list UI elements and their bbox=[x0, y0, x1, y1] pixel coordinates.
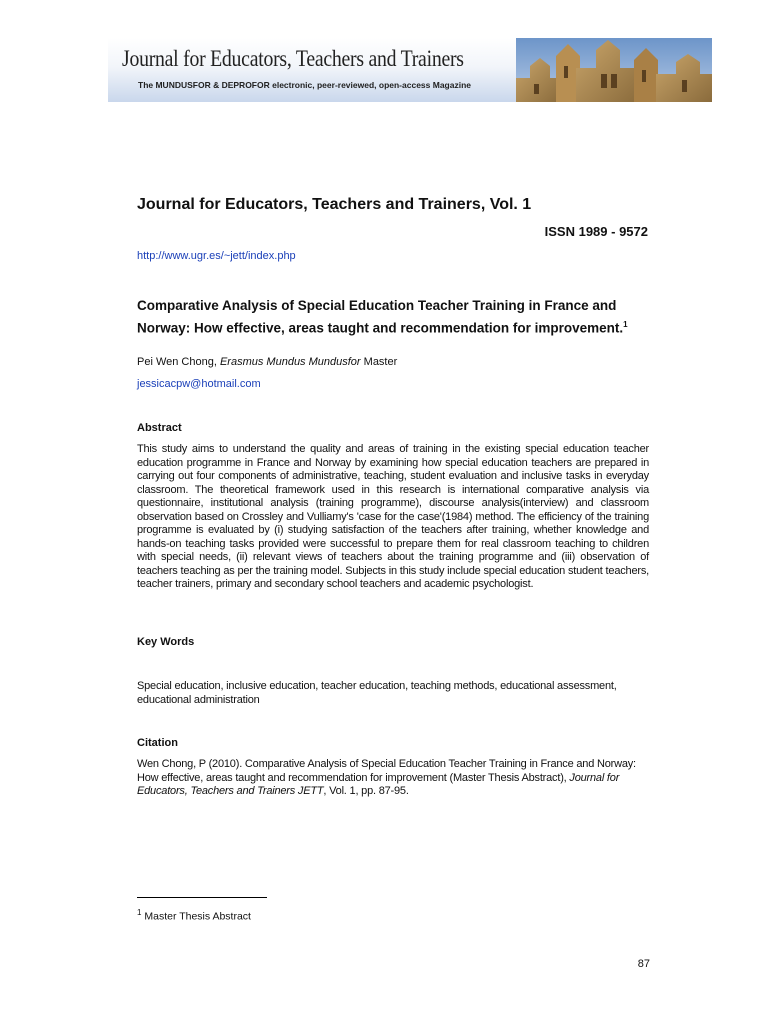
footnote bbox=[137, 908, 251, 923]
citation-heading: Citation bbox=[137, 737, 178, 749]
keywords-text: Special education, inclusive education, teacher education, teaching methods, educational assessment, educational administration bbox=[137, 680, 617, 706]
footnote-text: Master Thesis Abstract bbox=[144, 910, 251, 923]
author-affiliation: Erasmus Mundus Mundusfor bbox=[219, 356, 361, 368]
abstract-heading: Abstract bbox=[137, 422, 182, 434]
cathedral-photo-icon bbox=[516, 38, 712, 102]
keywords-heading: Key Words bbox=[137, 636, 195, 648]
page-number: 87 bbox=[637, 958, 650, 970]
article-title bbox=[137, 296, 637, 338]
author-name: Pei Wen Chong, bbox=[137, 356, 217, 368]
author-email-link[interactable]: jessicacpw@hotmail.com bbox=[137, 378, 261, 390]
citation-journal: Journal for Educators, Teachers and Trainers JETT bbox=[137, 771, 620, 797]
banner-subtitle: The MUNDUSFOR & DEPROFOR electronic, peer-reviewed, open-access Magazine bbox=[138, 80, 471, 90]
footnote-divider bbox=[137, 897, 267, 898]
title-footnote-mark: 1 bbox=[623, 320, 628, 329]
journal-banner bbox=[108, 38, 712, 102]
journal-url-link[interactable]: http://www.ugr.es/~jett/index.php bbox=[137, 250, 296, 262]
author-role: Master bbox=[363, 356, 398, 368]
issn: ISSN 1989 - 9572 bbox=[544, 224, 648, 239]
footnote-mark: 1 bbox=[137, 908, 142, 917]
author-line bbox=[137, 356, 397, 368]
citation-text-after: , Vol. 1, pp. 87-95. bbox=[323, 785, 409, 797]
article-title-text: Comparative Analysis of Special Education Teacher Training in France and Norway: How effective, areas taught and recommendation for improvement. bbox=[137, 298, 624, 336]
banner-title: Journal for Educators, Teachers and Trainers bbox=[122, 46, 464, 71]
citation-text bbox=[137, 758, 642, 799]
citation-text-before: Wen Chong, P (2010). Comparative Analysis of Special Education Teacher Training in France and Norway: How effective, areas taught and recommendation for improvement (Master Thesis Abstract), bbox=[137, 758, 636, 784]
journal-title: Journal for Educators, Teachers and Trainers, Vol. 1 bbox=[137, 196, 532, 213]
abstract-text: This study aims to understand the quality and areas of training in the existing special education teacher education programme in France and Norway by examining how special education teachers are prepared in carrying out four components of administrative, teaching, student evaluation and inclusive tasks in everyday classroom. The theoretical framework used in this research is international comparative analysis via questionnaire, institutional analysis (training programme), discourse analysis(interview) and classroom observation based on Crossley and Vulliamy's 'case for the case'(1984) method. The efficiency of the training programme is evaluated by (i) studying satisfaction of the teachers after training, whether knowledge and hands-on teaching tasks provided were successful to prepare them for real classroom teaching to children with special needs, (ii) relevant views of teachers about the training programme and (iii) observation of teachers teaching as per the training model. Subjects in this study include special education student teachers, teacher trainers, primary and secondary school teachers and academic psychologist. bbox=[137, 443, 649, 590]
